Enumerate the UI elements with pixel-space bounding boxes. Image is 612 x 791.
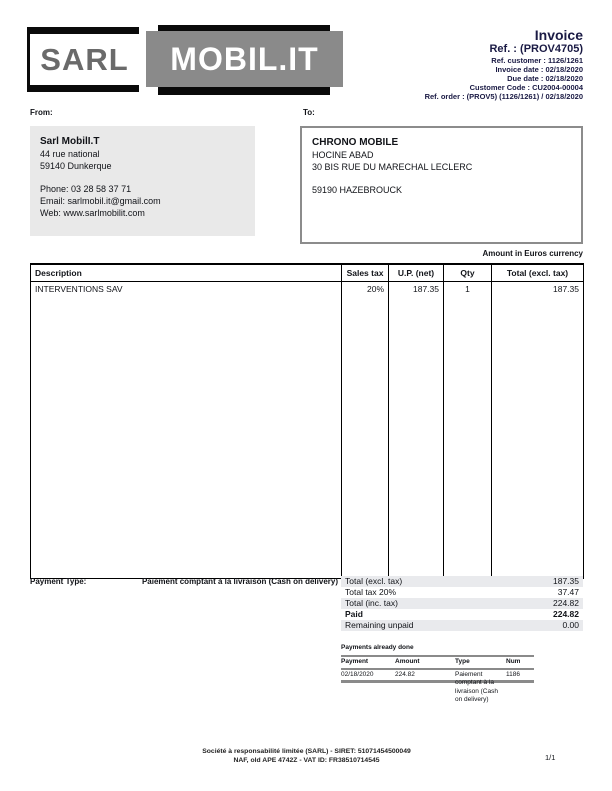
col-total: Total (excl. tax)	[492, 264, 584, 282]
item-row	[31, 282, 584, 297]
total-inc-tax-row	[341, 598, 583, 609]
item-description: INTERVENTIONS SAV	[31, 282, 342, 297]
logo-sarl-text: SARL	[40, 41, 129, 77]
invoice-date: Invoice date : 02/18/2020	[495, 65, 583, 74]
payments-title: Payments already done	[341, 644, 414, 651]
payments-done-section	[341, 644, 534, 705]
to-spacer	[312, 173, 571, 184]
logo-sarl-box	[27, 27, 139, 92]
from-name: Sarl MobilI.T	[40, 136, 100, 147]
invoice-title: Invoice	[534, 27, 583, 43]
invoice-header	[425, 28, 583, 101]
payments-col-amount: Amount	[395, 658, 420, 665]
paid-value: 224.82	[553, 609, 579, 619]
logo-mobil-box	[146, 31, 343, 87]
from-email: Email: sarlmobil.it@gmail.com	[40, 196, 161, 206]
col-description: Description	[31, 264, 342, 282]
payments-rule-mid	[341, 668, 534, 670]
customer-code: Customer Code : CU2004-00004	[469, 83, 583, 92]
col-unit-price: U.P. (net)	[389, 264, 444, 282]
total-tax-label: Total tax 20%	[345, 587, 397, 597]
remaining-unpaid-row	[341, 620, 583, 631]
due-date: Due date : 02/18/2020	[507, 74, 583, 83]
to-address1: 30 BIS RUE DU MARECHAL LECLERC	[312, 162, 473, 172]
item-qty: 1	[444, 282, 492, 297]
items-empty-space	[31, 296, 584, 579]
to-name: CHRONO MOBILE	[312, 137, 399, 148]
logo-bottom-bar	[158, 87, 330, 95]
total-tax-value: 37.47	[557, 587, 579, 597]
items-table	[30, 263, 584, 579]
to-city: 59190 HAZEBROUCK	[312, 185, 403, 195]
company-logo	[27, 25, 347, 97]
from-phone: Phone: 03 28 58 37 71	[40, 184, 132, 194]
paid-label: Paid	[345, 609, 363, 619]
from-spacer	[40, 172, 245, 183]
total-inc-tax-value: 224.82	[553, 598, 579, 608]
remaining-unpaid-value: 0.00	[562, 620, 579, 630]
from-web: Web: www.sarlmobilit.com	[40, 208, 145, 218]
logo-mobil-text: MOBIL.IT	[170, 40, 319, 77]
item-unit-price: 187.35	[389, 282, 444, 297]
legal-footer	[30, 747, 583, 765]
item-total: 187.35	[492, 282, 584, 297]
from-address2: 59140 Dunkerque	[40, 161, 112, 171]
from-address1: 44 rue national	[40, 149, 100, 159]
payments-row	[341, 671, 534, 705]
totals-box	[341, 576, 583, 631]
total-inc-tax-label: Total (inc. tax)	[345, 598, 398, 608]
payment-num: 1186	[506, 670, 520, 678]
payment-type-row	[30, 577, 338, 586]
paid-row	[341, 609, 583, 620]
from-box	[30, 126, 255, 236]
from-label: From:	[30, 108, 53, 117]
to-contact: HOCINE ABAD	[312, 150, 374, 160]
remaining-unpaid-label: Remaining unpaid	[345, 620, 414, 630]
footer-line1: Société à responsabilité limitée (SARL) - SIRET: 51071454500049	[202, 748, 411, 755]
page-number: 1/1	[545, 753, 556, 762]
col-sales-tax: Sales tax	[342, 264, 389, 282]
payments-rule-top	[341, 655, 534, 658]
to-box	[300, 126, 583, 244]
payment-amount: 224.82	[395, 670, 415, 678]
items-header-row	[31, 264, 584, 282]
payment-type-label: Payment Type:	[30, 577, 87, 586]
footer-line2: NAF, old APE 4742Z - VAT ID: FR38510714545	[233, 757, 380, 764]
payments-col-num: Num	[506, 658, 521, 665]
payments-col-payment: Payment	[341, 658, 369, 665]
payments-header-row	[341, 658, 534, 667]
item-sales-tax: 20%	[342, 282, 389, 297]
ref-customer: Ref. customer : 1126/1261	[491, 56, 583, 65]
total-excl-tax-row	[341, 576, 583, 587]
total-excl-tax-value: 187.35	[553, 576, 579, 586]
total-excl-tax-label: Total (excl. tax)	[345, 576, 403, 586]
payments-col-type: Type	[455, 658, 470, 665]
payment-date: 02/18/2020	[341, 670, 374, 678]
col-qty: Qty	[444, 264, 492, 282]
invoice-ref: Ref. : (PROV4705)	[489, 43, 583, 55]
to-label: To:	[303, 108, 315, 117]
total-tax-row	[341, 587, 583, 598]
currency-note: Amount in Euros currency	[482, 249, 583, 258]
ref-order: Ref. order : (PROV5) (1126/1261) / 02/18/2020	[424, 92, 583, 101]
payment-method: Paiement comptant à la livraison (Cash on delivery)	[455, 670, 498, 703]
payment-type-value: Paiement comptant à la livraison (Cash on delivery)	[141, 577, 338, 586]
